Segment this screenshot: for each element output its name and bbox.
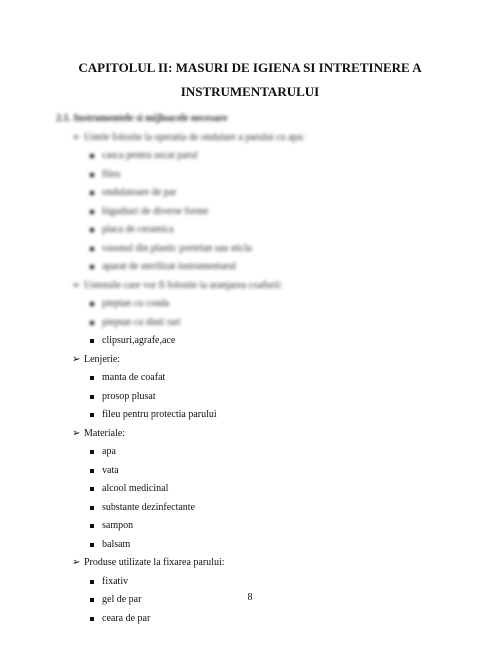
list-item <box>56 406 456 425</box>
list-heading-label: Materiale: <box>84 427 126 439</box>
square-bullet-icon <box>90 191 94 195</box>
list-heading-produse <box>56 554 456 573</box>
list-heading-label: Produse utilizate la fixarea parului: <box>84 557 225 568</box>
square-bullet-icon <box>90 210 94 214</box>
arrow-bullet-icon: ➢ <box>72 353 81 365</box>
list-item-text: fileu pentru protectia parului <box>102 409 217 420</box>
section-title: 2.1. Instrumentele si mijloacele necesare <box>56 113 228 124</box>
square-bullet-icon <box>90 302 94 306</box>
arrow-bullet-icon: ➢ <box>72 427 81 439</box>
square-bullet-icon <box>90 173 94 177</box>
page-number: 8 <box>247 592 253 603</box>
list-item-text: vata <box>102 464 119 476</box>
list-heading-label: Ustensile care vor fi folosite la aranjarea coafurii: <box>84 279 283 291</box>
square-bullet-icon <box>90 413 94 417</box>
list-item-text: clipsuri,agrafe,ace <box>102 335 176 346</box>
list-heading-label: Ustele folosite la operatia de ondulare a parului cu apa: <box>84 131 305 143</box>
square-bullet-icon <box>90 617 94 621</box>
square-bullet-icon <box>90 524 94 528</box>
list-item <box>56 221 456 240</box>
list-item-text: balsam <box>102 538 131 550</box>
list-item <box>56 536 456 555</box>
square-bullet-icon <box>90 543 94 547</box>
list-heading <box>56 129 456 148</box>
arrow-bullet-icon: ➢ <box>72 279 81 291</box>
square-bullet-icon <box>90 339 94 343</box>
list-item <box>56 499 456 518</box>
list-item-text: casca pentru uscat parul <box>102 150 198 161</box>
list-heading-label: Lenjerie: <box>84 353 121 365</box>
list-item <box>56 295 456 314</box>
list-heading-lenjerie <box>56 351 456 370</box>
list-item-text: alcool medicinal <box>102 483 169 494</box>
square-bullet-icon <box>90 265 94 269</box>
list-item-text: gel de par <box>102 594 142 605</box>
square-bullet-icon <box>90 450 94 454</box>
list-item-text: apa <box>102 446 116 457</box>
list-item-text: fixativ <box>102 575 129 587</box>
list-item <box>56 443 456 462</box>
square-bullet-icon <box>90 154 94 158</box>
arrow-bullet-icon: ➢ <box>72 557 81 568</box>
list-item <box>56 462 456 481</box>
list-item <box>56 314 456 333</box>
square-bullet-icon <box>90 228 94 232</box>
list-item <box>56 517 456 536</box>
square-bullet-icon <box>90 247 94 251</box>
list-item <box>56 147 456 166</box>
list-item-text: placa de ceramica <box>102 224 174 235</box>
list-item-text: pieptan cu dinti rari <box>102 316 181 328</box>
document-content <box>56 110 456 628</box>
square-bullet-icon <box>90 506 94 510</box>
list-item-text: vasonul din plastic portelan sau sticla <box>102 242 252 254</box>
list-item <box>56 573 456 592</box>
list-item <box>56 332 456 351</box>
list-item <box>56 258 456 277</box>
square-bullet-icon <box>90 487 94 491</box>
list-item <box>56 369 456 388</box>
list-item-text: ondulatoare de par <box>102 187 177 198</box>
arrow-bullet-icon: ➢ <box>72 131 81 143</box>
list-item-text: sampon <box>102 520 134 531</box>
list-item <box>56 610 456 629</box>
chapter-title: CAPITOLUL II: MASURI DE IGIENA SI INTRETINERE A INSTRUMENTARULUI <box>78 60 422 99</box>
list-item-text: bigudiuri de diverse forme <box>102 205 209 217</box>
square-bullet-icon <box>90 580 94 584</box>
list-item-text: aparat de sterilizat instrumentarul <box>102 261 237 272</box>
list-item-text: pieptan cu coada <box>102 298 170 309</box>
list-item-text: substante dezinfectante <box>102 501 196 513</box>
square-bullet-icon <box>90 376 94 380</box>
list-item <box>56 184 456 203</box>
list-item <box>56 388 456 407</box>
list-item-text: ceara de par <box>102 612 151 624</box>
square-bullet-icon <box>90 395 94 399</box>
list-item <box>56 480 456 499</box>
list-item <box>56 240 456 259</box>
square-bullet-icon <box>90 321 94 325</box>
list-heading-materiale <box>56 425 456 444</box>
square-bullet-icon <box>90 469 94 473</box>
list-item-text: prosop plusat <box>102 390 156 402</box>
list-item-text: manta de coafat <box>102 372 166 383</box>
list-item <box>56 166 456 185</box>
list-item-text: fileu <box>102 168 121 180</box>
list-heading <box>56 277 456 296</box>
list-item <box>56 203 456 222</box>
